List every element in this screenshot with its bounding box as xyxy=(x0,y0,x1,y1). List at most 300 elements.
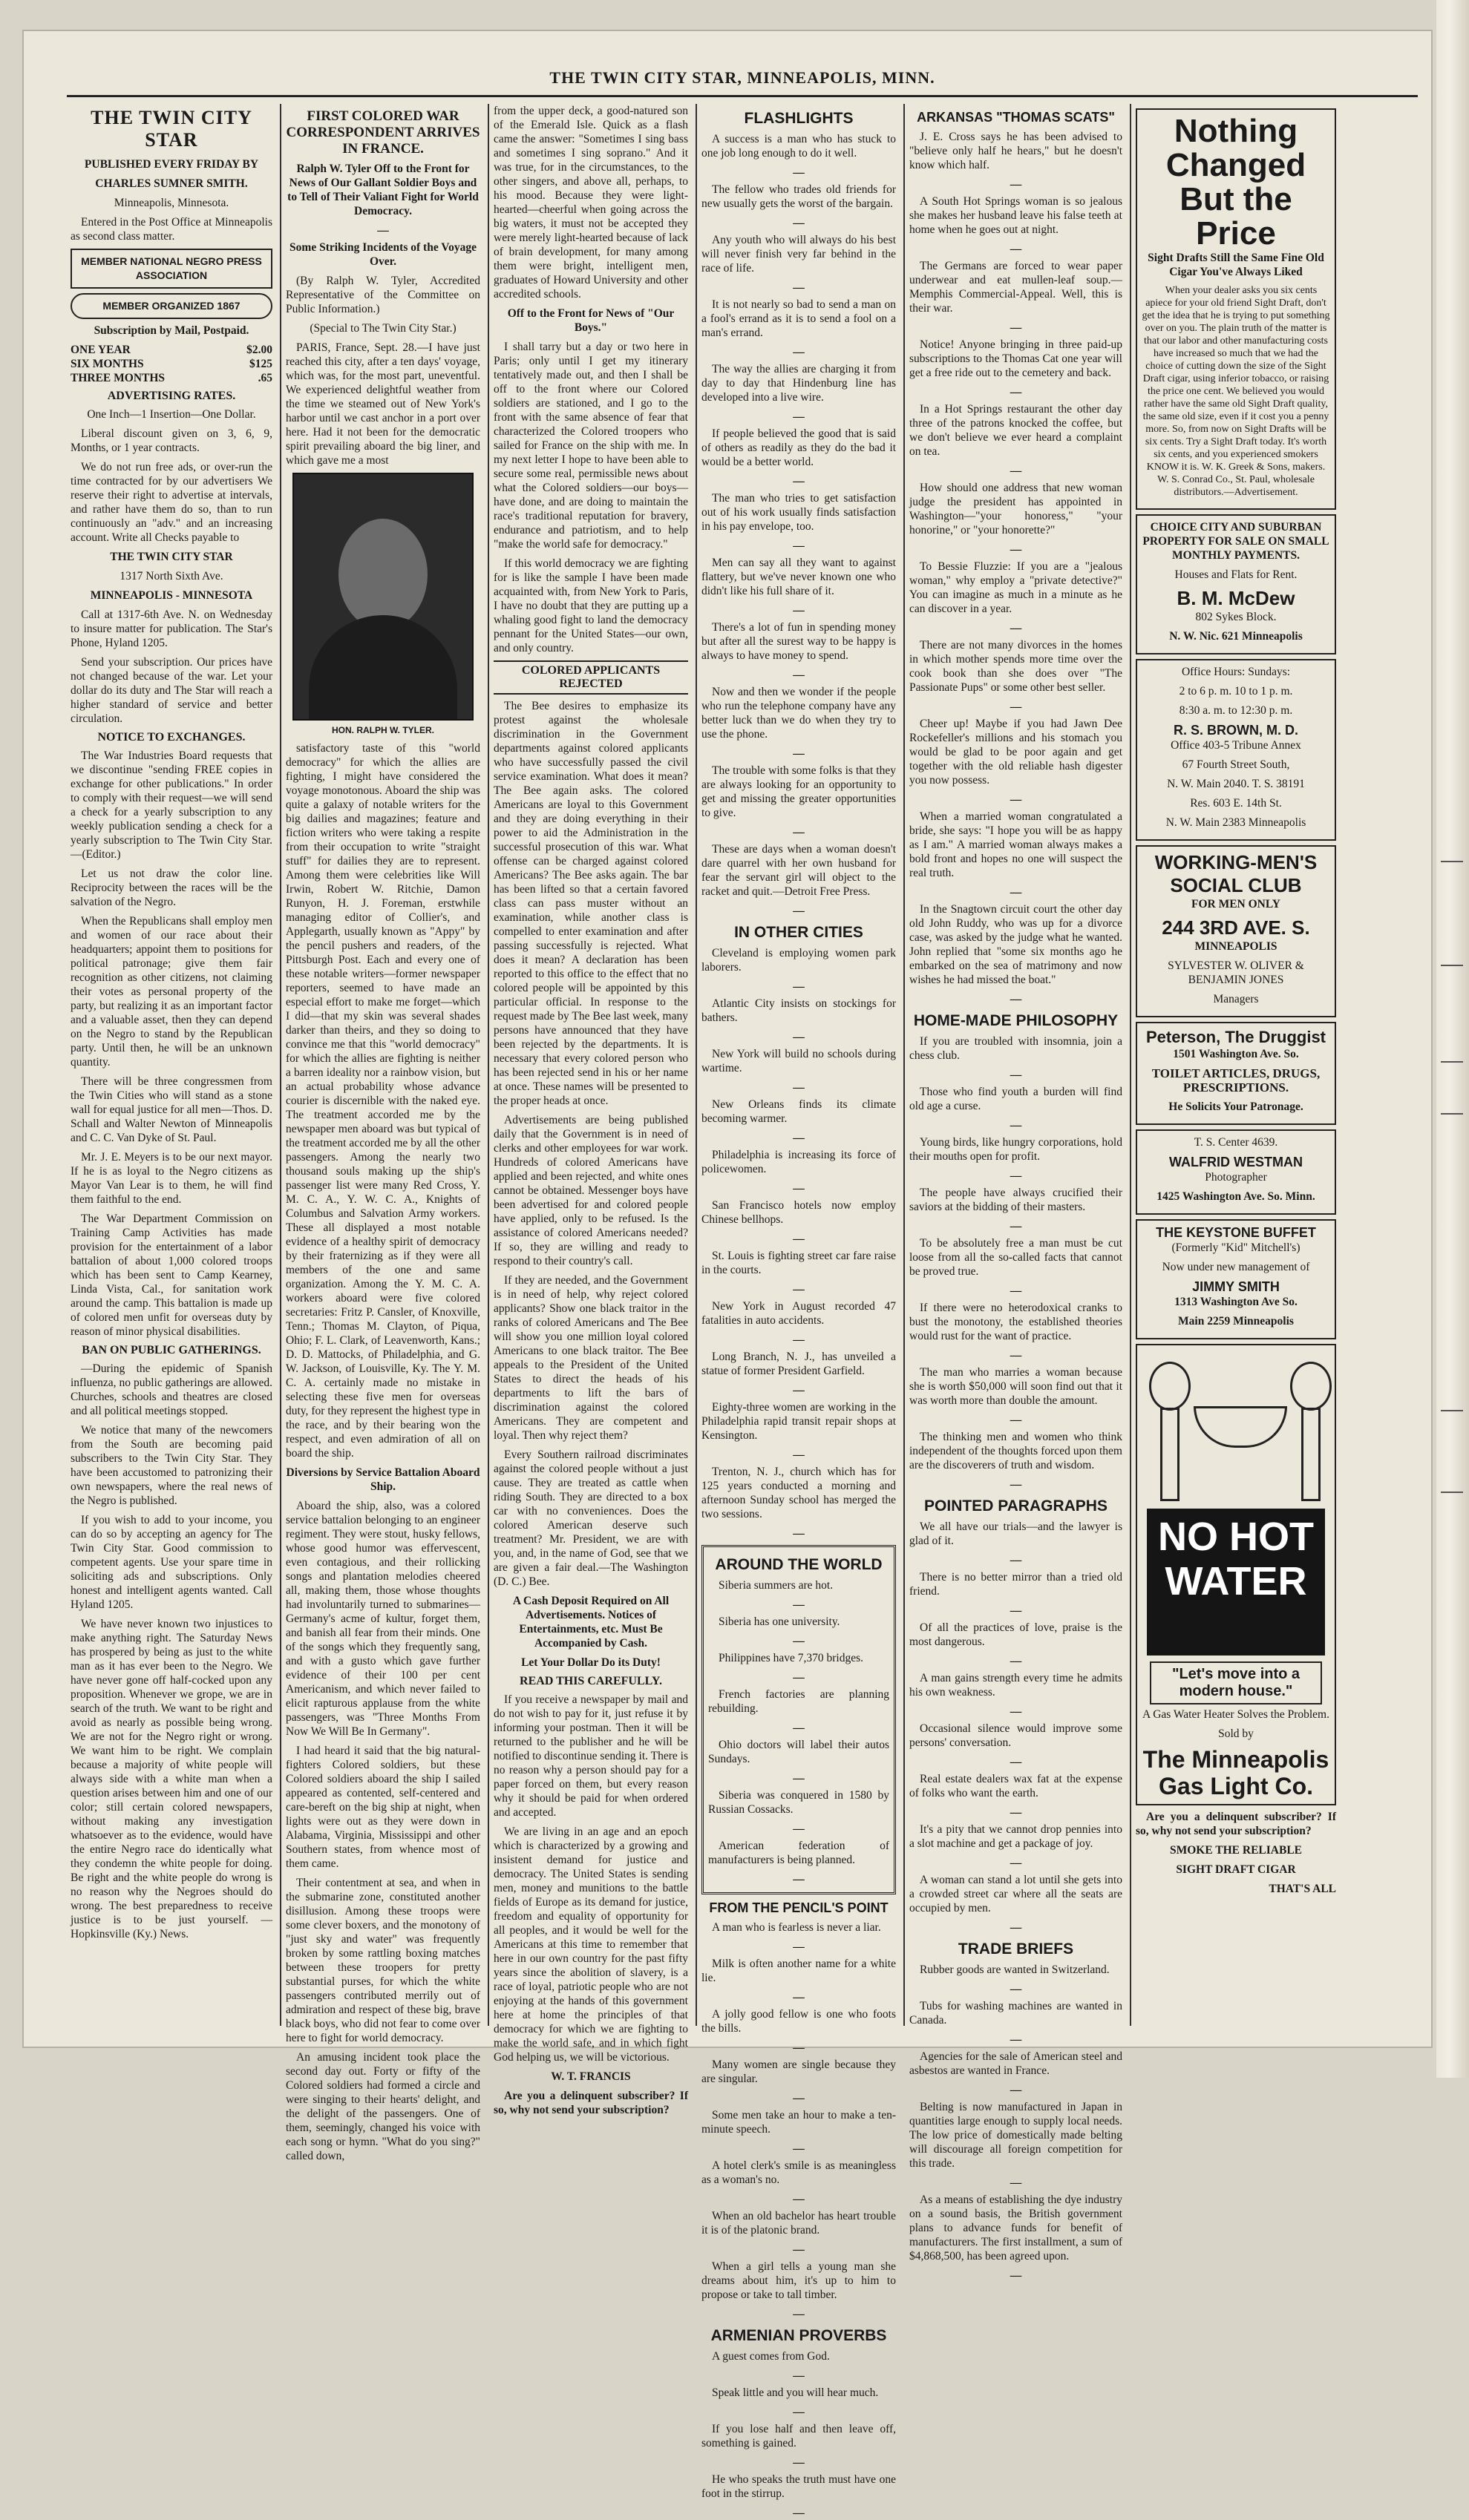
divider: — xyxy=(793,2092,805,2104)
publisher-name: CHARLES SUMNER SMITH. xyxy=(95,177,248,190)
article-paragraph: If they are needed, and the Government is in need of help, why reject colored applicants? Show one black traitor in the ranks of colored Americans and The Bee will show you one million loyal colored Americans to one black traitor. The Bee appeals to the President of the United States to direct the heads of his departments to lift the bars of discrimination against the colored Americans. They are competent and loyal. Then why reject them? xyxy=(494,1274,688,1442)
pointed-item: We all have our trials—and the lawyer is glad of it. xyxy=(909,1520,1122,1547)
cash-notice: A Cash Deposit Required on All Advertisements. Notices of Entertainments, etc. Must Be Accompanied by Cash. xyxy=(512,1595,670,1650)
divider: — xyxy=(793,1527,805,1540)
scats-item: Notice! Anyone bringing in three paid-up subscriptions to the Thomas Cat one year will get a free ride out to the cemetery and back. xyxy=(909,338,1122,379)
gas-company-ad xyxy=(1136,1344,1336,1805)
divider: — xyxy=(1010,1857,1022,1869)
divider: — xyxy=(793,1132,805,1144)
article-byline: (By Ralph W. Tyler, Accredited Representative of the Committee on Public Information.) xyxy=(286,275,480,315)
city-item: Eighty-three women are working in the Philadelphia rapid transit repair shops at Kensington. xyxy=(701,1401,896,1442)
cigar-footer: THAT'S ALL xyxy=(1269,1883,1336,1895)
druggist-ad-address: 1501 Washington Ave. So. xyxy=(1173,1048,1299,1060)
rate-price: .65 xyxy=(258,372,272,384)
flashlight-item: The trouble with some folks is that they are always looking for an opportunity to get and missing the greater opportunities to give. xyxy=(701,764,896,819)
cigar-ad-headline: Nothing Changed xyxy=(1165,113,1306,183)
pencil-item: A man who is fearless is never a liar. xyxy=(712,1921,881,1934)
doctor-ad-line: Res. 603 E. 14th St. xyxy=(1190,797,1282,810)
column-rule xyxy=(1130,104,1131,2026)
divider: — xyxy=(1010,1655,1022,1667)
trade-item: Belting is now manufactured in Japan in quantities large enough to supply local needs. The low price of domestically made belting will discourage all foreign competition for this trade. xyxy=(909,2101,1122,2170)
article-paragraph: The Bee desires to emphasize its protest against the wholesale discrimination in the Government departments against colored applicants who have successfully passed the civil service examination. What does it mean? The Bee again asks. The colored Americans are loyal to this Government and they are doing everything in their power to aid the Administration in the successful prosecution of this war. What offense can be charged against colored Americans? The Bee asks again. The bar has been lifted so that a certain favored class can pass muster without an examination, while another class is compelled to enter examination and after passing successfully is rejected. What does it mean? A declaration has been reported to this office to the effect that no colored people will be appointed by this particular official. In response to the request made by The Bee last week, many persons have announced that they have been rejected by the departments. It is necessary that every colored person who has been rejected send in his or her name at once. These names will be presented to the proper heads at once. xyxy=(494,700,688,1107)
pencil-item: When an old bachelor has heart trouble it is of the platonic brand. xyxy=(701,2210,896,2237)
photographer-ad xyxy=(1136,1129,1336,1215)
divider: — xyxy=(1010,2033,1022,2046)
ad-discount: Liberal discount given on 3, 6, 9, Months, or 1 year contracts. xyxy=(71,427,272,454)
divider: — xyxy=(793,1635,805,1647)
header-rule xyxy=(67,95,1418,97)
column-rule xyxy=(696,104,697,2026)
world-item: Siberia summers are hot. xyxy=(719,1579,834,1592)
rate-label: ONE YEAR xyxy=(71,344,131,356)
pointed-list xyxy=(909,1520,1122,1935)
section-heading: ARKANSAS "THOMAS SCATS" xyxy=(917,110,1115,125)
editorial-paragraph: There will be three congressmen from the Twin Cities who will stand as a stone wall for equal justice for all men—Thos. D. Schall and Walter Newton of Minneapolis and C. C. Van Dyke of St. Paul. xyxy=(71,1075,272,1144)
proverb-item: Speak little and you will hear much. xyxy=(712,2386,879,2399)
subscription-appeal: Send your subscription. Our prices have not changed because of the war. Let your dollar do its duty and The Star will reach a higher standard of service and better circulation. xyxy=(71,656,272,725)
buffet-ad-address: 1313 Washington Ave So. xyxy=(1174,1296,1298,1308)
article-paragraph: Aboard the ship, also, was a colored service battalion belonging to an engineer regiment. They were stout, husky fellows, whose good humor was effervescent, even contagious, and their rollicking songs and plantation melodies cheered all, making them, those whose thoughts had involuntarily turned to submarines—Germany's acme of kultur, forget them, and banish all fear from their minds. One of the songs which they frequently sang, and with a gusto which gave further evidence of their 100 per cent Americanism, and which never failed to elicit rapturous applause from the white passengers, was "Three Months From Now We Will Be In Germany". xyxy=(286,1500,480,1738)
article-paragraph: satisfactory taste of this "world democracy" for which the allies are fighting, I might have considered the voyage monotonous. Aboard the ship was quite a galaxy of notable writers for the big dailies and magazines; feature and fiction writers who were taking a respite from their occupation to write "straight stuff" for dailies they are to represent. Among them were celebrities like Will Irwin, Robert W. Ritchie, Damon Runyon, H. J. Foreman, erstwhile managing editor of Collier's, and Applegarth, usually known as "Appy" by the pencil pushers and readers, of the Pittsburgh Post. Each and every one of these notable writers—former newspaper reporters, seemed to have made an especial effort to make me forget—which I did—that my skin was several shades darker than theirs, and they so doing to convince me that this "world democracy" for which the allies are fighting is neither a barren ideality nor a rainbow vision, but an actual probability whose advance courier is discernible with the naked eye. The treatment accorded me by the newspaper men aboard was but typical of the treatment accorded me by all the other passengers. Among the nearly two thousand souls making up the ship's passenger list were many Red Cross, Y. M. C. A., Y. W. C. A., Knights of Columbus and Salvation Army workers. These all displayed a most notable evidence of a healthy spirit of democracy by their fraternizing as if they were all members of the one and same organization. Among the Y. M. C. A. workers aboard were five colored secretaries: Fritz P. Cansler, of Knoxville, Tenn.; Thomas M. Clayton, of Piqua, Ohio; F. L. Clark, of Leavenworth, Kans.; D. D. Mattocks, of Philadelphia, and G. W. Jackson, of Louisville, Ky. The Y. M. C. A. certainly made no mistake in selecting these five men for overseas duty, for they represent the highest type in the race, and by their bearing won the respect, and even admiration of all on board the ship. xyxy=(286,742,480,1460)
rate-price: $125 xyxy=(249,358,272,370)
club-ad-address: 244 3RD AVE. S. xyxy=(1162,916,1310,939)
pencil-item: Milk is often another name for a white lie. xyxy=(701,1958,896,1984)
ban-heading: BAN ON PUBLIC GATHERINGS. xyxy=(82,1344,261,1356)
doctor-ad-line: Office Hours: Sundays: xyxy=(1181,666,1291,678)
world-item: Ohio doctors will label their autos Sundays. xyxy=(708,1739,889,1765)
divider: — xyxy=(793,1722,805,1734)
divider: — xyxy=(793,539,805,552)
divider: — xyxy=(793,604,805,617)
pointed-item: Of all the practices of love, praise is the most dangerous. xyxy=(909,1621,1122,1648)
gas-ad-company: The Minneapolis Gas Light Co. xyxy=(1142,1746,1329,1799)
flashlight-item: These are days when a woman doesn't dare quarrel with her own husband for fear the servant girl will object to the racket and quit.—Detroit Free Press. xyxy=(701,843,896,898)
article-subhead: Off to the Front for News of "Our Boys." xyxy=(507,307,675,334)
divider: — xyxy=(793,1384,805,1397)
cigar-ad-sub: Sight Drafts Still the Same Fine Old Cigar You've Always Liked xyxy=(1148,252,1324,278)
page-header: THE TWIN CITY STAR, MINNEAPOLIS, MINN. xyxy=(549,68,935,87)
section-heading: IN OTHER CITIES xyxy=(734,924,863,941)
divider: — xyxy=(793,2456,805,2469)
scats-item: The Germans are forced to wear paper underwear and eat mullen-leaf soup.—Memphis Commercial-Appeal. Well, this is their war. xyxy=(909,260,1122,315)
photographer-ad-phone: T. S. Center 4639. xyxy=(1194,1136,1278,1149)
office-call: Call at 1317-6th Ave. N. on Wednesday to insure matter for publication. The Star's Phone, Hyland 1205. xyxy=(71,608,272,649)
pointed-item: It's a pity that we cannot drop pennies into a slot machine and get a package of joy. xyxy=(909,1823,1122,1850)
editorial-paragraph: When the Republicans shall employ men and women of our race about their headquarters; appoint them to positions for political patronage; give them fair recognition as other citizens, not claiming their votes as personal property of the party, but realizing it as an important factor and a valuable asset, then they can depend on the Negro to stand by the Republican party. Until then, he will be an unknown quantity. xyxy=(71,915,272,1069)
city-item: New York will build no schools during wartime. xyxy=(701,1048,896,1074)
city-item: Trenton, N. J., church which has for 125 years conducted a morning and afternoon Sunday school has merged the two sessions. xyxy=(701,1466,896,1520)
pencil-item: A hotel clerk's smile is as meaningless as a woman's no. xyxy=(701,2159,896,2186)
buffet-ad-sub: (Formerly "Kid" Mitchell's) xyxy=(1171,1241,1300,1254)
philosophy-list xyxy=(909,1034,1122,1492)
divider: — xyxy=(1010,1119,1022,1132)
property-ad-sub: Houses and Flats for Rent. xyxy=(1174,568,1298,581)
postal-entry: Entered in the Post Office at Minneapolis as second class matter. xyxy=(71,216,272,243)
divider: — xyxy=(1010,1414,1022,1426)
divider: — xyxy=(793,2041,805,2054)
city-item: Philadelphia is increasing its force of policewomen. xyxy=(701,1149,896,1175)
no-hot-water-sign: NO HOT WATER xyxy=(1147,1509,1325,1656)
scats-list xyxy=(909,130,1122,1006)
editorial-paragraph: If you wish to add to your income, you can do so by accepting an agency for The Twin City Star. Good commission to competent agents. Use your spare time in soliciting ads and subscriptions. Only honest and intelligent agents wanted. Call Hyland 1205. xyxy=(71,1514,272,1611)
article-deck: Some Striking Incidents of the Voyage Over. xyxy=(289,241,477,268)
gas-ad-quote: "Let's move into a modern house." xyxy=(1150,1661,1322,1704)
cigar-ad xyxy=(1136,108,1336,510)
advertising-heading: ADVERTISING RATES. xyxy=(107,390,236,402)
article-special: (Special to The Twin City Star.) xyxy=(310,322,457,335)
druggist-ad-products: TOILET ARTICLES, DRUGS, PRESCRIPTIONS. xyxy=(1151,1066,1321,1095)
divider: — xyxy=(1010,1806,1022,1819)
column-articles xyxy=(494,104,688,2116)
world-item: Philippines have 7,370 bridges. xyxy=(719,1652,864,1664)
flashlight-item: A success is a man who has stuck to one job long enough to do it well. xyxy=(701,133,896,160)
member-emblem: MEMBER ORGANIZED 1867 xyxy=(71,293,272,319)
scats-item: How should one address that new woman judge the president has appointed in Washington—"your honoress," "your honorine," or "your honorette?" xyxy=(909,482,1122,537)
buffet-ad xyxy=(1136,1219,1336,1339)
scats-item: There are not many divorces in the homes in which mother spends more time over the cook book than she does over "The Passionate Pups" or some other best seller. xyxy=(909,639,1122,694)
divider: — xyxy=(793,1448,805,1461)
section-heading: AROUND THE WORLD xyxy=(715,1556,883,1573)
section-heading: TRADE BRIEFS xyxy=(958,1940,1074,1958)
divider: — xyxy=(793,1081,805,1094)
divider: — xyxy=(793,2142,805,2155)
property-ad-phone: N. W. Nic. 621 Minneapolis xyxy=(1169,630,1303,643)
divider: — xyxy=(377,224,389,237)
divider: — xyxy=(793,2406,805,2418)
pointed-item: Real estate dealers wax fat at the expense of folks who want the earth. xyxy=(909,1773,1122,1799)
cartoon-illustration xyxy=(1142,1354,1335,1503)
city-item: Atlantic City insists on stockings for bathers. xyxy=(701,997,896,1024)
column-rule xyxy=(903,104,905,2026)
divider: — xyxy=(1010,386,1022,398)
divider: — xyxy=(1010,2269,1022,2282)
philosophy-item: Young birds, like hungry corporations, hold their mouths open for profit. xyxy=(909,1136,1122,1163)
buffet-ad-management: Now under new management of xyxy=(1162,1261,1310,1273)
club-ad-sub: FOR MEN ONLY xyxy=(1191,898,1280,910)
flashlight-item: Men can say all they want to against flattery, but we've never known one who didn't like his full share of it. xyxy=(701,557,896,597)
subscription-rates xyxy=(71,343,272,385)
property-ad xyxy=(1136,514,1336,654)
column-rule xyxy=(280,104,281,2026)
pointed-item: A man gains strength every time he admits his own weakness. xyxy=(909,1672,1122,1699)
armenian-list xyxy=(701,2349,896,2520)
flashlight-item: Any youth who will always do his best will never finish very far behind in the race of life. xyxy=(701,234,896,275)
scats-item: J. E. Cross says he has been advised to "believe only half he hears," but he doesn't know which half. xyxy=(909,131,1122,171)
proverb-item: A guest comes from God. xyxy=(712,2350,830,2363)
buffet-ad-name: JIMMY SMITH xyxy=(1192,1279,1280,1294)
ad-policy: We do not run free ads, or over-run the time contracted for by our advertisers We reserve their right to advertise at intervals, and rather have them do so, than to run continuously an "adv." and an increasing account. Write all Checks payable to xyxy=(71,461,272,544)
rate-label: THREE MONTHS xyxy=(71,372,166,384)
philosophy-item: If there were no heterodoxical cranks to bust the monotony, the established theories would rust for the want of practice. xyxy=(909,1302,1122,1342)
divider: — xyxy=(793,2243,805,2256)
article-lead: PARIS, France, Sept. 28.—I have just reached this city, after a ten days' voyage, which was, for the most part, uneventful. We experienced delightful weather from the time we steamed out of New York's harbor until we cast anchor in a port over here. Had it not been for the democratic spirit prevailing aboard the big liner, and which gave me a most xyxy=(286,341,480,467)
divider: — xyxy=(793,1233,805,1245)
article-headline: FIRST COLORED WAR CORRESPONDENT ARRIVES IN FRANCE. xyxy=(286,108,480,157)
divider: — xyxy=(793,1822,805,1835)
club-ad-headline: SOCIAL CLUB xyxy=(1170,874,1302,896)
editorial-paragraph: We have never known two injustices to make anything right. The Saturday News has prospered by being as just to the white man as it has ever been to the Negro. We have never gone off half-cocked upon any proposition. Whenever we grope, we are in search of the truth. We want to be right and avoid as nearly as possible being wrong. We are not for the Negro right or wrong. We want him to be right. We complain because a majority of white people will always side with a white man when a question arises between him and one of our color; still certain colored newspapers, without making any investigation whatsoever as to the evidence, would have the entire Negro race do identically what they condemn the white people for doing. Be right and the white people do wrong is no reason why the Negroes should do wrong. The best preparedness to receive justice is to be just yourself. —Hopkinsville (Ky.) News. xyxy=(71,1618,272,1940)
article-paragraph: I had heard it said that the big natural-fighters Colored soldiers, but these Colored soldiers aboard the ship I sailed appeared as contented, self-centered and care-bereft on the big ship at night, when lights were out as they were down in Alabama, Virginia, Mississippi and other Southern states, from whence most of them came. xyxy=(286,1745,480,1870)
divider: — xyxy=(1010,993,1022,1005)
flashlight-item: If people believed the good that is said of others as readily as they do the bad it would be a better world. xyxy=(701,427,896,468)
article-paragraph: We are living in an age and an epoch which is characterized by a growing and insistent demand for justice and democracy. The United States is sending men, money and munitions to the battle fields of Europe as its demand for justice, freedom and equality of opportunity for all peoples, and it would be well for the Americans at this time to remember that here in our own country for the past fifty years since the abolition of slavery, is a race of loyal, patriotic people who are not enjoying at the hands of this government here at home the principles of that democracy for which we are fighting to make the world safe, and in which fight God helping us, we will be victorious. xyxy=(494,1825,688,2064)
divider: — xyxy=(1010,1604,1022,1617)
divider: — xyxy=(793,2193,805,2205)
photographer-ad-title: Photographer xyxy=(1205,1171,1267,1184)
cigar-ad-headline: But the Price xyxy=(1180,181,1292,252)
pencil-item: Many women are single because they are singular. xyxy=(701,2058,896,2085)
divider: — xyxy=(793,410,805,423)
divider: — xyxy=(1010,1069,1022,1081)
masthead-title: THE TWIN CITY STAR xyxy=(91,107,252,151)
exchanges-heading: NOTICE TO EXCHANGES. xyxy=(97,731,246,744)
ban-paragraph: —During the epidemic of Spanish influenza, no public gatherings are allowed. Churches, schools and theatres are closed and all political meetings stopped. xyxy=(71,1362,272,1417)
philosophy-item: The thinking men and women who think independent of the thoughts forced upon them are the discoverers of truth and wisdom. xyxy=(909,1431,1122,1471)
pencil-item: Some men take an hour to make a ten-minute speech. xyxy=(701,2109,896,2136)
city-item: San Francisco hotels now employ Chinese bellhops. xyxy=(701,1199,896,1226)
philosophy-item: The people have always crucified their saviors at the bidding of their masters. xyxy=(909,1187,1122,1213)
club-ad-city: MINNEAPOLIS xyxy=(1194,940,1277,953)
divider: — xyxy=(1010,321,1022,334)
doctor-ad-line: 2 to 6 p. m. 10 to 1 p. m. xyxy=(1179,685,1293,698)
cash-notice-tagline: Let Your Dollar Do its Duty! xyxy=(521,1656,661,1669)
cities-list xyxy=(701,946,896,1540)
proverb-item: He who speaks the truth must have one foot in the stirrup. xyxy=(701,2473,896,2500)
city-item: Long Branch, N. J., has unveiled a statue of former President Garfield. xyxy=(701,1351,896,1377)
scats-item: In a Hot Springs restaurant the other day three of the patrons knocked the coffee, but we don't believe we ever heard a complaint on tea. xyxy=(909,403,1122,458)
scats-item: Cheer up! Maybe if you had Jawn Dee Rockefeller's millions and his stomach you would be glad to be poor again and get together with the old reliable hash digester you now possess. xyxy=(909,718,1122,787)
scats-item: When a married woman congratulated a bride, she says: "I hope you will be as happy as I am." A married woman always makes a bold front and hopes no one will suspect the real truth. xyxy=(909,810,1122,879)
divider: — xyxy=(793,1182,805,1195)
flashlight-item: The man who tries to get satisfaction out of his work usually finds satisfaction in his pay envelope, too. xyxy=(701,492,896,533)
trade-item: As a means of establishing the dye industry on a sound basis, the British government plans to advance funds for benefit of manufacturers. The first installment, a sum of $4,868,500, has been agreed upon. xyxy=(909,2193,1122,2263)
world-item: Siberia has one university. xyxy=(719,1615,840,1628)
flashlight-item: There's a lot of fun in spending money but after all the surest way to be happy is always to have money to spend. xyxy=(701,621,896,662)
divider: — xyxy=(1010,1284,1022,1297)
article-paragraph: I shall tarry but a day or two here in Paris; only until I get my itinerary tentatively made out, and then I shall be off to the front where our Colored soldiers are stationed, and I go to the front with the same absence of fear that characterized the Colored troopers who sailed for France on the ship with me. In my next letter I hope to have been able to secure some real, permissible news about what the Colored soldiers—our boys—have done, and are doing to maintain the race's traditional reputation for bravery, endurance and patriotism, and to help "make the world safe for democracy." xyxy=(494,341,688,551)
club-ad-headline: WORKING-MEN'S xyxy=(1154,851,1318,873)
column-advertisements xyxy=(1136,104,1336,2026)
doctor-ad-line: N. W. Main 2383 Minneapolis xyxy=(1165,816,1306,829)
divider: — xyxy=(1010,243,1022,255)
property-ad-address: 802 Sykes Block. xyxy=(1195,611,1277,623)
divider: — xyxy=(1010,2176,1022,2189)
divider: — xyxy=(1010,465,1022,477)
divider: — xyxy=(793,2507,805,2519)
address-street: 1317 North Sixth Ave. xyxy=(120,570,223,583)
adjacent-page-edge xyxy=(1436,0,1469,2078)
column-flashlights xyxy=(701,104,896,2519)
city-item: New Orleans finds its climate becoming warmer. xyxy=(701,1098,896,1125)
editorial-paragraph: The War Department Commission on Training Camp Activities has made provision for the entertainment of a labor battalion of about 1,000 colored troops which has been sent to Camp Kearney, Linda Vista, Cal., for sanitation work around the camp. This battalion is made up of colored men unfit for overseas duty by reason of minor physical disabilities. xyxy=(71,1213,272,1338)
article-deck: Ralph W. Tyler Off to the Front for News of Our Gallant Soldier Boys and to Tell of Their Valiant Fight for World Democracy. xyxy=(287,163,479,217)
address-name: THE TWIN CITY STAR xyxy=(110,551,233,563)
signature: W. T. FRANCIS xyxy=(551,2070,631,2083)
delinquent-notice: Are you a delinquent subscriber? If so, why not send your subscription? xyxy=(494,2090,688,2116)
doctor-ad-line: 8:30 a. m. to 12:30 p. m. xyxy=(1179,704,1293,717)
divider: — xyxy=(1010,1554,1022,1566)
column-masthead xyxy=(71,104,272,2026)
gas-ad-sold: Sold by xyxy=(1218,1727,1254,1740)
property-ad-headline: CHOICE CITY AND SUBURBAN PROPERTY FOR SALE ON SMALL MONTHLY PAYMENTS. xyxy=(1142,521,1329,562)
divider: — xyxy=(1010,886,1022,899)
proverb-item: If you lose half and then leave off, something is gained. xyxy=(701,2423,896,2450)
press-association-badge: MEMBER NATIONAL NEGRO PRESS ASSOCIATION xyxy=(71,249,272,289)
section-heading: READ THIS CAREFULLY. xyxy=(520,1675,662,1687)
article-paragraph: If you receive a newspaper by mail and do not wish to pay for it, just refuse it by informing your postman. Then it will be returned to the publisher and he will be notified to discontinue sending it. There is no reason why a person should pay for a paper forced on them, but every reason why it should be paid for when ordered and accepted. xyxy=(494,1693,688,1819)
pencil-item: When a girl tells a young man she dreams about him, it's up to him to propose or take to tall timber. xyxy=(701,2260,896,2301)
divider: — xyxy=(1010,178,1022,191)
flashlight-item: The fellow who trades old friends for new usually gets the worst of the bargain. xyxy=(701,183,896,210)
divider: — xyxy=(1010,1756,1022,1768)
scats-item: To Bessie Fluzzie: If you are a "jealous woman," why employ a "private detective?" You can imagine as much in a minute as he can discover in a year. xyxy=(909,560,1122,615)
divider: — xyxy=(793,1598,805,1611)
doctor-ad-line: 67 Fourth Street South, xyxy=(1182,758,1290,771)
philosophy-item: The man who marries a woman because she is worth $50,000 will soon find out that it was worth more than double the amount. xyxy=(909,1366,1122,1407)
druggist-ad xyxy=(1136,1022,1336,1125)
column-thomas-scats xyxy=(909,104,1122,2282)
article-paragraph: If this world democracy we are fighting for is like the sample I have been made acquainted with, from New York to Paris, I have no doubt that they are putting up a whaling good fight to land the democracy pennant for the United States—our own, and only country. xyxy=(494,557,688,654)
divider: — xyxy=(1010,793,1022,806)
section-heading: POINTED PARAGRAPHS xyxy=(924,1497,1108,1515)
buffet-ad-headline: THE KEYSTONE BUFFET xyxy=(1156,1225,1316,1240)
flashlight-item: The way the allies are charging it from day to day that Hindenburg line has developed into a live wire. xyxy=(701,363,896,404)
pencil-item: A jolly good fellow is one who foots the bills. xyxy=(701,2008,896,2035)
philosophy-item: If you are troubled with insomnia, join a chess club. xyxy=(909,1035,1122,1062)
philosophy-item: To be absolutely free a man must be cut loose from all the so-called facts that cannot be proved true. xyxy=(909,1237,1122,1278)
article-paragraph: Every Southern railroad discriminates against the colored people without a just cause. They are treated as cattle when riding South. They are directed to a box car with no conveniences. Does the colored American deserve such treatment? Mr. President, we are with you, and, in the name of God, see that we are given a fair deal.—The Washington (D. C.) Bee. xyxy=(494,1448,688,1588)
trade-item: Tubs for washing machines are wanted in Canada. xyxy=(909,2000,1122,2027)
published-line: PUBLISHED EVERY FRIDAY BY xyxy=(84,158,259,171)
gas-ad-sub: A Gas Water Heater Solves the Problem. xyxy=(1142,1708,1329,1721)
divider: — xyxy=(1010,1705,1022,1718)
trade-list xyxy=(909,1963,1122,2283)
divider: — xyxy=(793,2308,805,2320)
around-world-box xyxy=(701,1545,896,1894)
divider: — xyxy=(1010,622,1022,634)
divider: — xyxy=(1010,1349,1022,1362)
doctor-ad-line: N. W. Main 2040. T. S. 38191 xyxy=(1167,778,1305,790)
club-ad-role: Managers xyxy=(1213,993,1259,1005)
subscription-heading: Subscription by Mail, Postpaid. xyxy=(94,324,249,337)
rate-label: SIX MONTHS xyxy=(71,358,144,370)
article-subhead: Diversions by Service Battalion Aboard Ship. xyxy=(286,1466,480,1493)
property-ad-name: B. M. McDew xyxy=(1177,587,1295,609)
section-heading: FROM THE PENCIL'S POINT xyxy=(709,1900,889,1915)
social-club-ad xyxy=(1136,845,1336,1017)
pointed-item: There is no better mirror than a tried old friend. xyxy=(909,1571,1122,1598)
world-item: American federation of manufacturers is being planned. xyxy=(708,1840,889,1866)
address-city: MINNEAPOLIS - MINNESOTA xyxy=(90,589,253,602)
photo-caption: HON. RALPH W. TYLER. xyxy=(332,725,434,735)
divider: — xyxy=(1010,1478,1022,1491)
divider: — xyxy=(793,905,805,917)
divider: — xyxy=(793,669,805,681)
photographer-ad-name: WALFRID WESTMAN xyxy=(1169,1155,1303,1169)
pointed-item: Occasional silence would improve some persons' conversation. xyxy=(909,1722,1122,1749)
section-heading: ARMENIAN PROVERBS xyxy=(710,2327,887,2344)
divider: — xyxy=(1010,543,1022,556)
scats-item: In the Snagtown circuit court the other day old John Ruddy, who was up for a divorce case, was asked by the judge what he wanted. John replied that "some six months ago he embarked on the sea of matrimony and now wishes he had missed the boat." xyxy=(909,903,1122,986)
cigar-ad-body: When your dealer asks you six cents apiece for your old friend Sight Draft, don't get the idea that he is trying to put something over on you. The plain truth of the matter is that our labor and other manufacturing costs have increased so much that we had the choice of cutting down the size of the Sight Draft cigar, using inferior tobacco, or raising the price one cent. We believed you would rather have the same old Sight Draft quality, the same old size, even if it cost you a penny more. So, from now on Sight Drafts will be six cents. Try a Sight Draft today. It's worth six cents, and you experienced smokers KNOW it is. W. K. Greek & Sons, makers. W. S. Conrad Co., St. Paul, wholesale distributors.—Advertisement. xyxy=(1142,285,1330,498)
divider: — xyxy=(793,166,805,179)
editorial-paragraph: Let us not draw the color line. Reciprocity between the races will be the salvation of the Negro. xyxy=(71,867,272,908)
editorial-paragraph: Mr. J. E. Meyers is to be our next mayor. If he is as loyal to the Negro citizens as Mayor Van Lear is to them, he will find them faithful to the end. xyxy=(71,1151,272,1206)
divider: — xyxy=(1010,1220,1022,1233)
divider: — xyxy=(793,980,805,993)
pointed-item: A woman can stand a lot until she gets into a crowded street car where all the seats are occupied by men. xyxy=(909,1874,1122,1914)
divider: — xyxy=(793,2369,805,2382)
divider: — xyxy=(793,1031,805,1043)
divider: — xyxy=(793,1772,805,1785)
article-paragraph: Their contentment at sea, and when in the submarine zone, constituted another disillusion. Among these troops were some clever boxers, and the monotony of "just sky and water" was frequently broken by some rattling boxing matches between these troopers for pretty substantial purses, for which the white passengers contributed merrily out of admiration and respect of these big, brave black boys, who did not fear to come over here to fight for world democracy. xyxy=(286,1877,480,2044)
article-paragraph: Advertisements are being published daily that the Government is in need of clerks and other employees for war work. Hundreds of colored Americans have applied and been rejected, and white ones cannot be obtained. Messenger boys have been advertised for and colored people have applied, only to be refused. Is the assistance of colored Americans needed? If so, they are willing and ready to respond to their country's call. xyxy=(494,1114,688,1267)
cigar-footer: SMOKE THE RELIABLE xyxy=(1169,1844,1302,1857)
city-item: Cleveland is employing women park laborers. xyxy=(701,947,896,974)
flashlight-item: It is not nearly so bad to send a man on a fool's errand as it is to send a fool on a man's errand. xyxy=(701,298,896,339)
club-ad-managers: SYLVESTER W. OLIVER & BENJAMIN JONES xyxy=(1168,959,1304,986)
doctor-ad xyxy=(1136,659,1336,841)
cigar-footer: SIGHT DRAFT CIGAR xyxy=(1176,1863,1296,1876)
divider: — xyxy=(793,1333,805,1346)
divider: — xyxy=(793,346,805,358)
divider: — xyxy=(793,281,805,294)
divider: — xyxy=(793,747,805,760)
section-heading: FLASHLIGHTS xyxy=(744,110,854,127)
doctor-ad-line: Office 403-5 Tribune Annex xyxy=(1171,739,1301,752)
city-item: St. Louis is fighting street car fare raise in the courts. xyxy=(701,1250,896,1276)
flashlight-item: Now and then we wonder if the people who run the telephone company have any better luck than we do when they try to use the phone. xyxy=(701,686,896,741)
divider: — xyxy=(1010,2084,1022,2096)
divider: — xyxy=(793,1873,805,1886)
buffet-ad-phone: Main 2259 Minneapolis xyxy=(1178,1315,1294,1328)
world-item: French factories are planning rebuilding. xyxy=(708,1688,889,1715)
column-rule xyxy=(488,104,489,2026)
publisher-city: Minneapolis, Minnesota. xyxy=(114,197,229,209)
editorial-paragraph: We notice that many of the newcomers from the South are becoming paid subscribers to the Twin City Star. They have been accustomed to patronizing their own newspapers, where the real news of the Negro is published. xyxy=(71,1424,272,1507)
exchanges-notice: The War Industries Board requests that we discontinue "sending FREE copies in exchange for other publications." In order to comply with their request—we will send a check for a yearly subscription to any weekly publication sending a check for a yearly subscription to The Twin City Star.—(Editor.) xyxy=(71,749,272,861)
divider: — xyxy=(1010,1983,1022,1995)
flashlights-list xyxy=(701,132,896,918)
column-war-correspondent xyxy=(286,104,480,2162)
article-paragraph: from the upper deck, a good-natured son of the Emerald Isle. Quick as a flash came the answer: "Sometimes I sing bass and sometimes I sing soprano." And it was true, for in the circumstances, to the other singers, and above all, perhaps, to his mood. Because they were light-hearted—cheerful when going across the big waters, it must not be accepted they were merely light-hearted because of lack of brain development, for many among them were bright, intelligent men, graduates of Howard University and other accredited schools. xyxy=(494,105,688,301)
trade-item: Agencies for the sale of American steel and asbestos are wanted in France. xyxy=(909,2050,1122,2077)
photographer-ad-address: 1425 Washington Ave. So. Minn. xyxy=(1156,1190,1315,1203)
druggist-ad-tagline: He Solicits Your Patronage. xyxy=(1168,1100,1303,1113)
divider: — xyxy=(793,826,805,839)
divider: — xyxy=(1010,700,1022,713)
portrait-photo xyxy=(292,473,474,721)
world-item: Siberia was conquered in 1580 by Russian Cossacks. xyxy=(708,1789,889,1816)
divider: — xyxy=(793,475,805,488)
philosophy-item: Those who find youth a burden will find old age a curse. xyxy=(909,1086,1122,1112)
city-item: New York in August recorded 47 fatalities in auto accidents. xyxy=(701,1300,896,1327)
doctor-ad-name: R. S. BROWN, M. D. xyxy=(1174,723,1298,738)
druggist-ad-headline: Peterson, The Druggist xyxy=(1145,1028,1326,1046)
article-paragraph: An amusing incident took place the second day out. Forty or fifty of the Colored soldiers had formed a circle and were singing to their hearts' delight, and the delight of the passengers. One of them, seemingly, changed his voice with each song or hymn. "What do you sing?" called down, xyxy=(286,2051,480,2162)
divider: — xyxy=(1010,1169,1022,1182)
pencil-list xyxy=(701,1920,896,2321)
section-heading: HOME-MADE PHILOSOPHY xyxy=(913,1012,1119,1029)
world-list xyxy=(708,1578,889,1886)
divider: — xyxy=(793,1671,805,1684)
scats-item: A South Hot Springs woman is so jealous she makes her husband leave his false teeth at home when he goes out at night. xyxy=(909,195,1122,236)
section-heading: COLORED APPLICANTS REJECTED xyxy=(494,660,688,695)
divider: — xyxy=(793,1940,805,1953)
divider: — xyxy=(793,1991,805,2004)
ad-rate-line: One Inch—1 Insertion—One Dollar. xyxy=(87,408,256,421)
rate-price: $2.00 xyxy=(246,344,272,356)
